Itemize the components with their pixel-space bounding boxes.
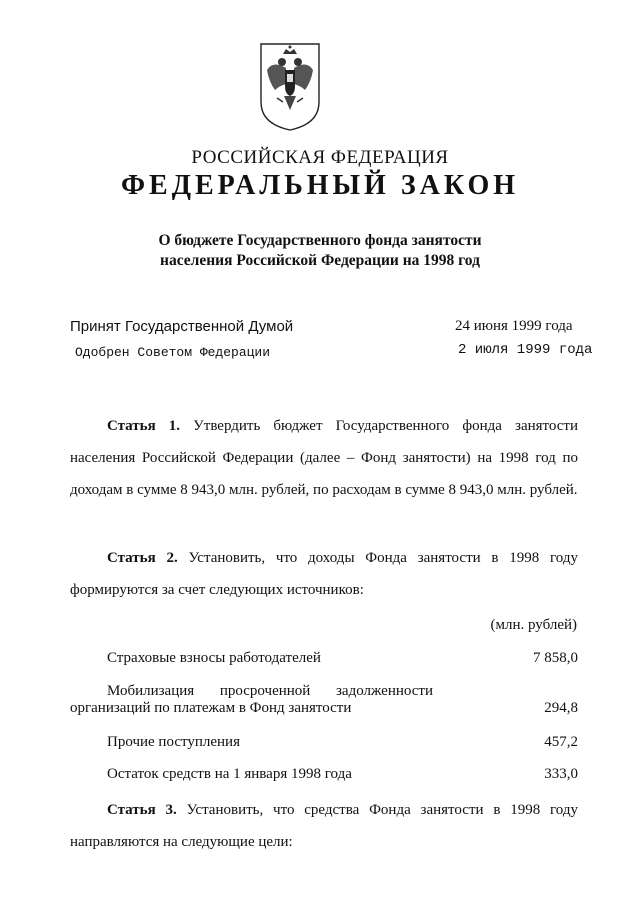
article-1-label: Статья 1. bbox=[107, 418, 181, 434]
income-row-value: 7 858,0 bbox=[533, 650, 578, 666]
federation-council-approval-date: 2 июля 1999 года bbox=[458, 342, 593, 358]
article-3-text: Установить, что средства Фонда занятости в 1998 году направляются на следующие цели: bbox=[70, 802, 579, 850]
income-row-label: Прочие поступления bbox=[107, 734, 240, 750]
article-3-label: Статья 3. bbox=[107, 802, 177, 818]
federation-council-approval-label: Одобрен Советом Федерации bbox=[75, 345, 271, 360]
income-row-label-line-1: Мобилизация просроченной задолженности bbox=[107, 683, 433, 699]
article-1-text: Утвердить бюджет Государственного фонда занятости населения Российской Федерации (далее – Фонд занятости) на 1998 год по доходам в сумме 8 943,0 млн. рублей, по расходам в сумме 8 943,0 млн. рублей. bbox=[70, 418, 578, 498]
income-row-value: 294,8 bbox=[544, 700, 578, 716]
law-title-line-1: О бюджете Государственного фонда занятости bbox=[158, 232, 482, 249]
income-row-value: 333,0 bbox=[544, 766, 578, 782]
country-name: РОССИЙСКАЯ ФЕДЕРАЦИЯ bbox=[191, 147, 449, 168]
law-title-line-2: населения Российской Федерации на 1998 год bbox=[160, 252, 480, 269]
income-row-label: Остаток средств на 1 января 1998 года bbox=[107, 766, 352, 782]
income-row-value: 457,2 bbox=[544, 734, 578, 750]
table-unit-label: (млн. рублей) bbox=[490, 617, 577, 633]
document-type: ФЕДЕРАЛЬНЫЙ ЗАКОН bbox=[121, 170, 519, 201]
coat-of-arms-emblem bbox=[255, 40, 325, 132]
article-1 bbox=[70, 410, 578, 506]
article-3 bbox=[70, 794, 578, 858]
article-2 bbox=[70, 542, 578, 606]
income-row-label: Страховые взносы работодателей bbox=[107, 650, 321, 666]
duma-adoption-label: Принят Государственной Думой bbox=[70, 318, 294, 335]
article-2-text: Установить, что доходы Фонда занятости в 1998 году формируются за счет следующих источников: bbox=[70, 550, 579, 598]
income-row-label-line-2: организаций по платежам в Фонд занятости bbox=[70, 700, 352, 716]
article-2-label: Статья 2. bbox=[107, 550, 178, 566]
duma-adoption-date: 24 июня 1999 года bbox=[455, 318, 573, 334]
